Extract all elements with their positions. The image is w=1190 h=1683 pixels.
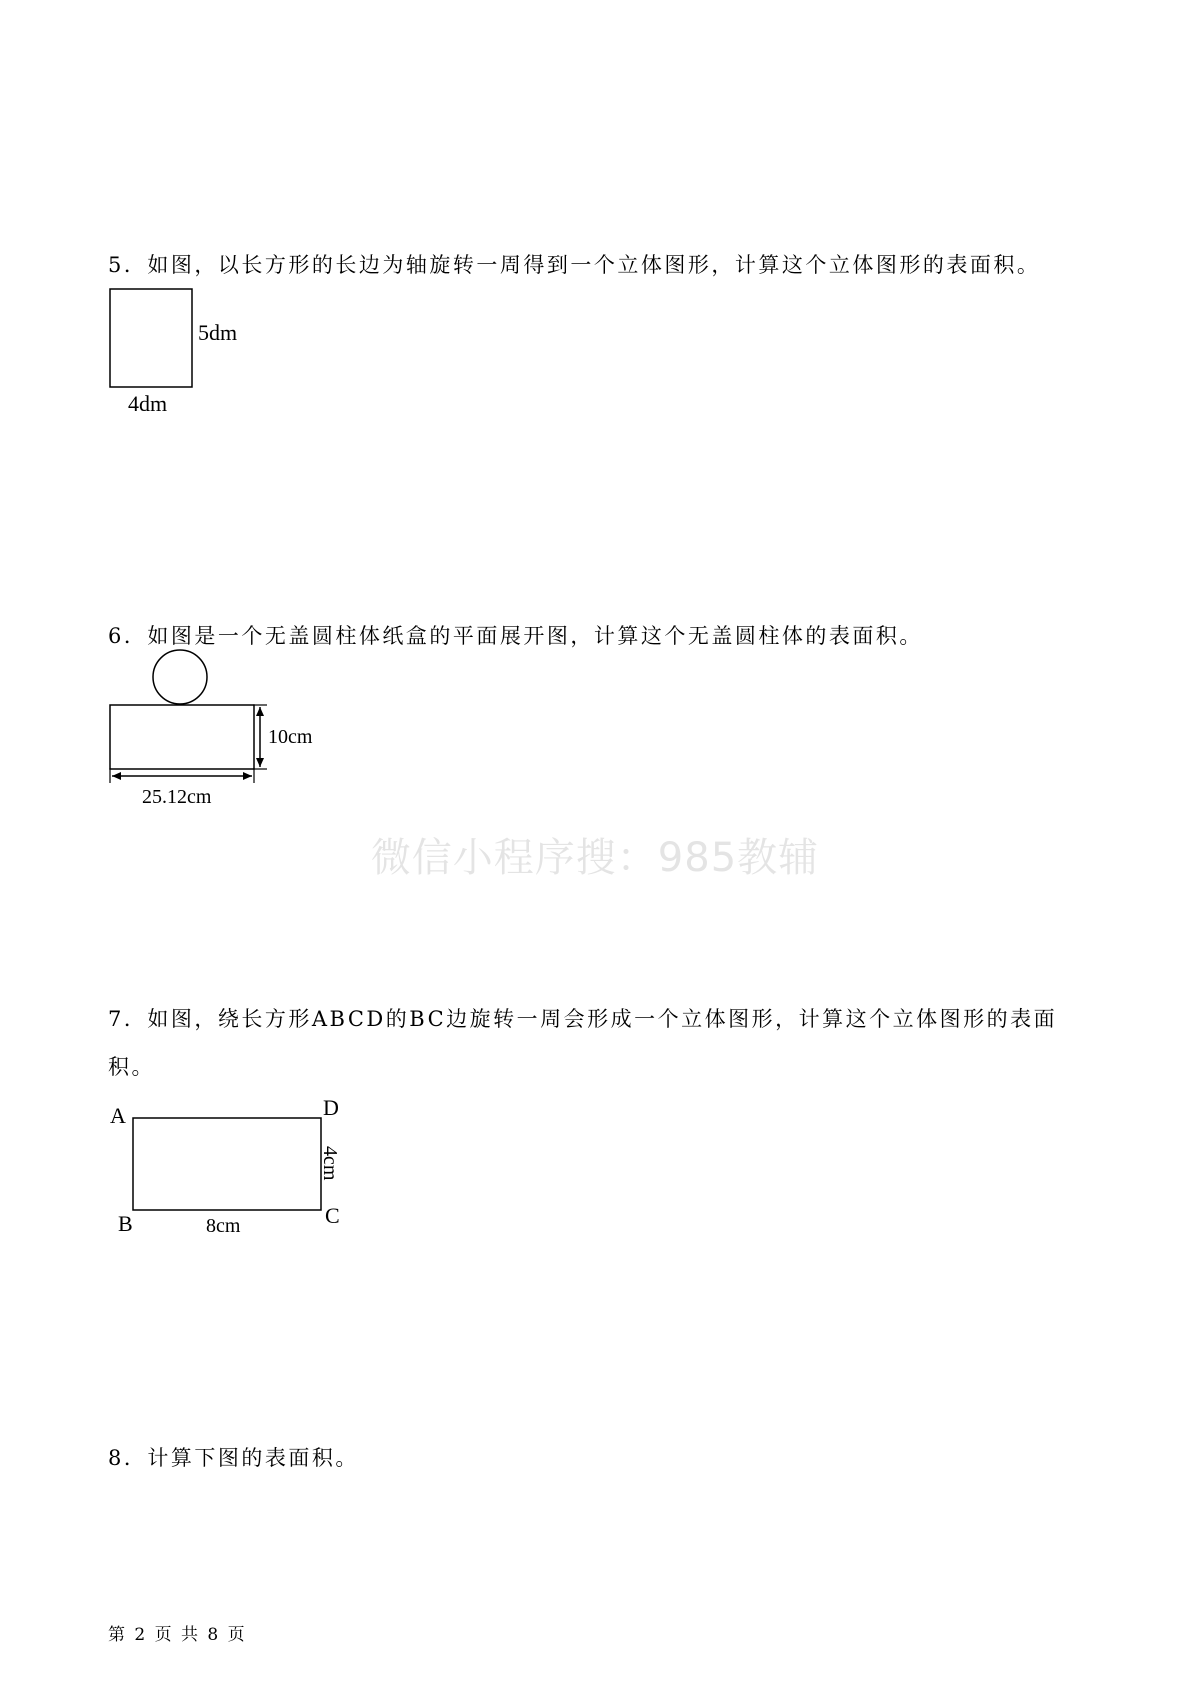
question-text: 如图，绕长方形ABCD的BC边旋转一周会形成一个立体图形，计算这个立体图形的表面积。 [108, 1007, 1058, 1079]
side-label: 4cm [319, 1146, 341, 1181]
rectangle-abcd [133, 1118, 321, 1210]
rectangle-abcd-figure [100, 1090, 360, 1240]
question-number: 8． [108, 1446, 148, 1470]
rectangle-figure [100, 285, 260, 415]
rectangle-shape [110, 289, 192, 387]
bottom-label: 8cm [206, 1215, 241, 1237]
lateral-rectangle [110, 705, 254, 769]
question-5 [108, 241, 1098, 289]
vertex-c-label: C [325, 1203, 340, 1228]
vertex-d-label: D [323, 1095, 339, 1120]
question-number: 5． [108, 253, 148, 277]
width-label: 4dm [128, 391, 168, 416]
question-number: 7． [108, 1007, 148, 1031]
height-label: 5dm [198, 320, 238, 345]
question-text: 如图是一个无盖圆柱体纸盒的平面展开图，计算这个无盖圆柱体的表面积。 [147, 624, 923, 648]
question-7 [108, 995, 1098, 1091]
question-8 [108, 1434, 1098, 1482]
question-text: 如图，以长方形的长边为轴旋转一周得到一个立体图形，计算这个立体图形的表面积。 [147, 253, 1041, 277]
height-label: 10cm [268, 726, 313, 748]
width-label: 25.12cm [142, 786, 212, 808]
vertex-a-label: A [110, 1103, 126, 1128]
base-circle [153, 650, 207, 704]
vertex-b-label: B [118, 1211, 133, 1236]
question-text: 计算下图的表面积。 [147, 1446, 359, 1470]
question-number: 6． [108, 624, 148, 648]
watermark: 微信小程序搜：985教辅 [370, 835, 820, 881]
cylinder-net-figure [100, 650, 330, 810]
page-footer: 第 2 页 共 8 页 [108, 1625, 247, 1645]
